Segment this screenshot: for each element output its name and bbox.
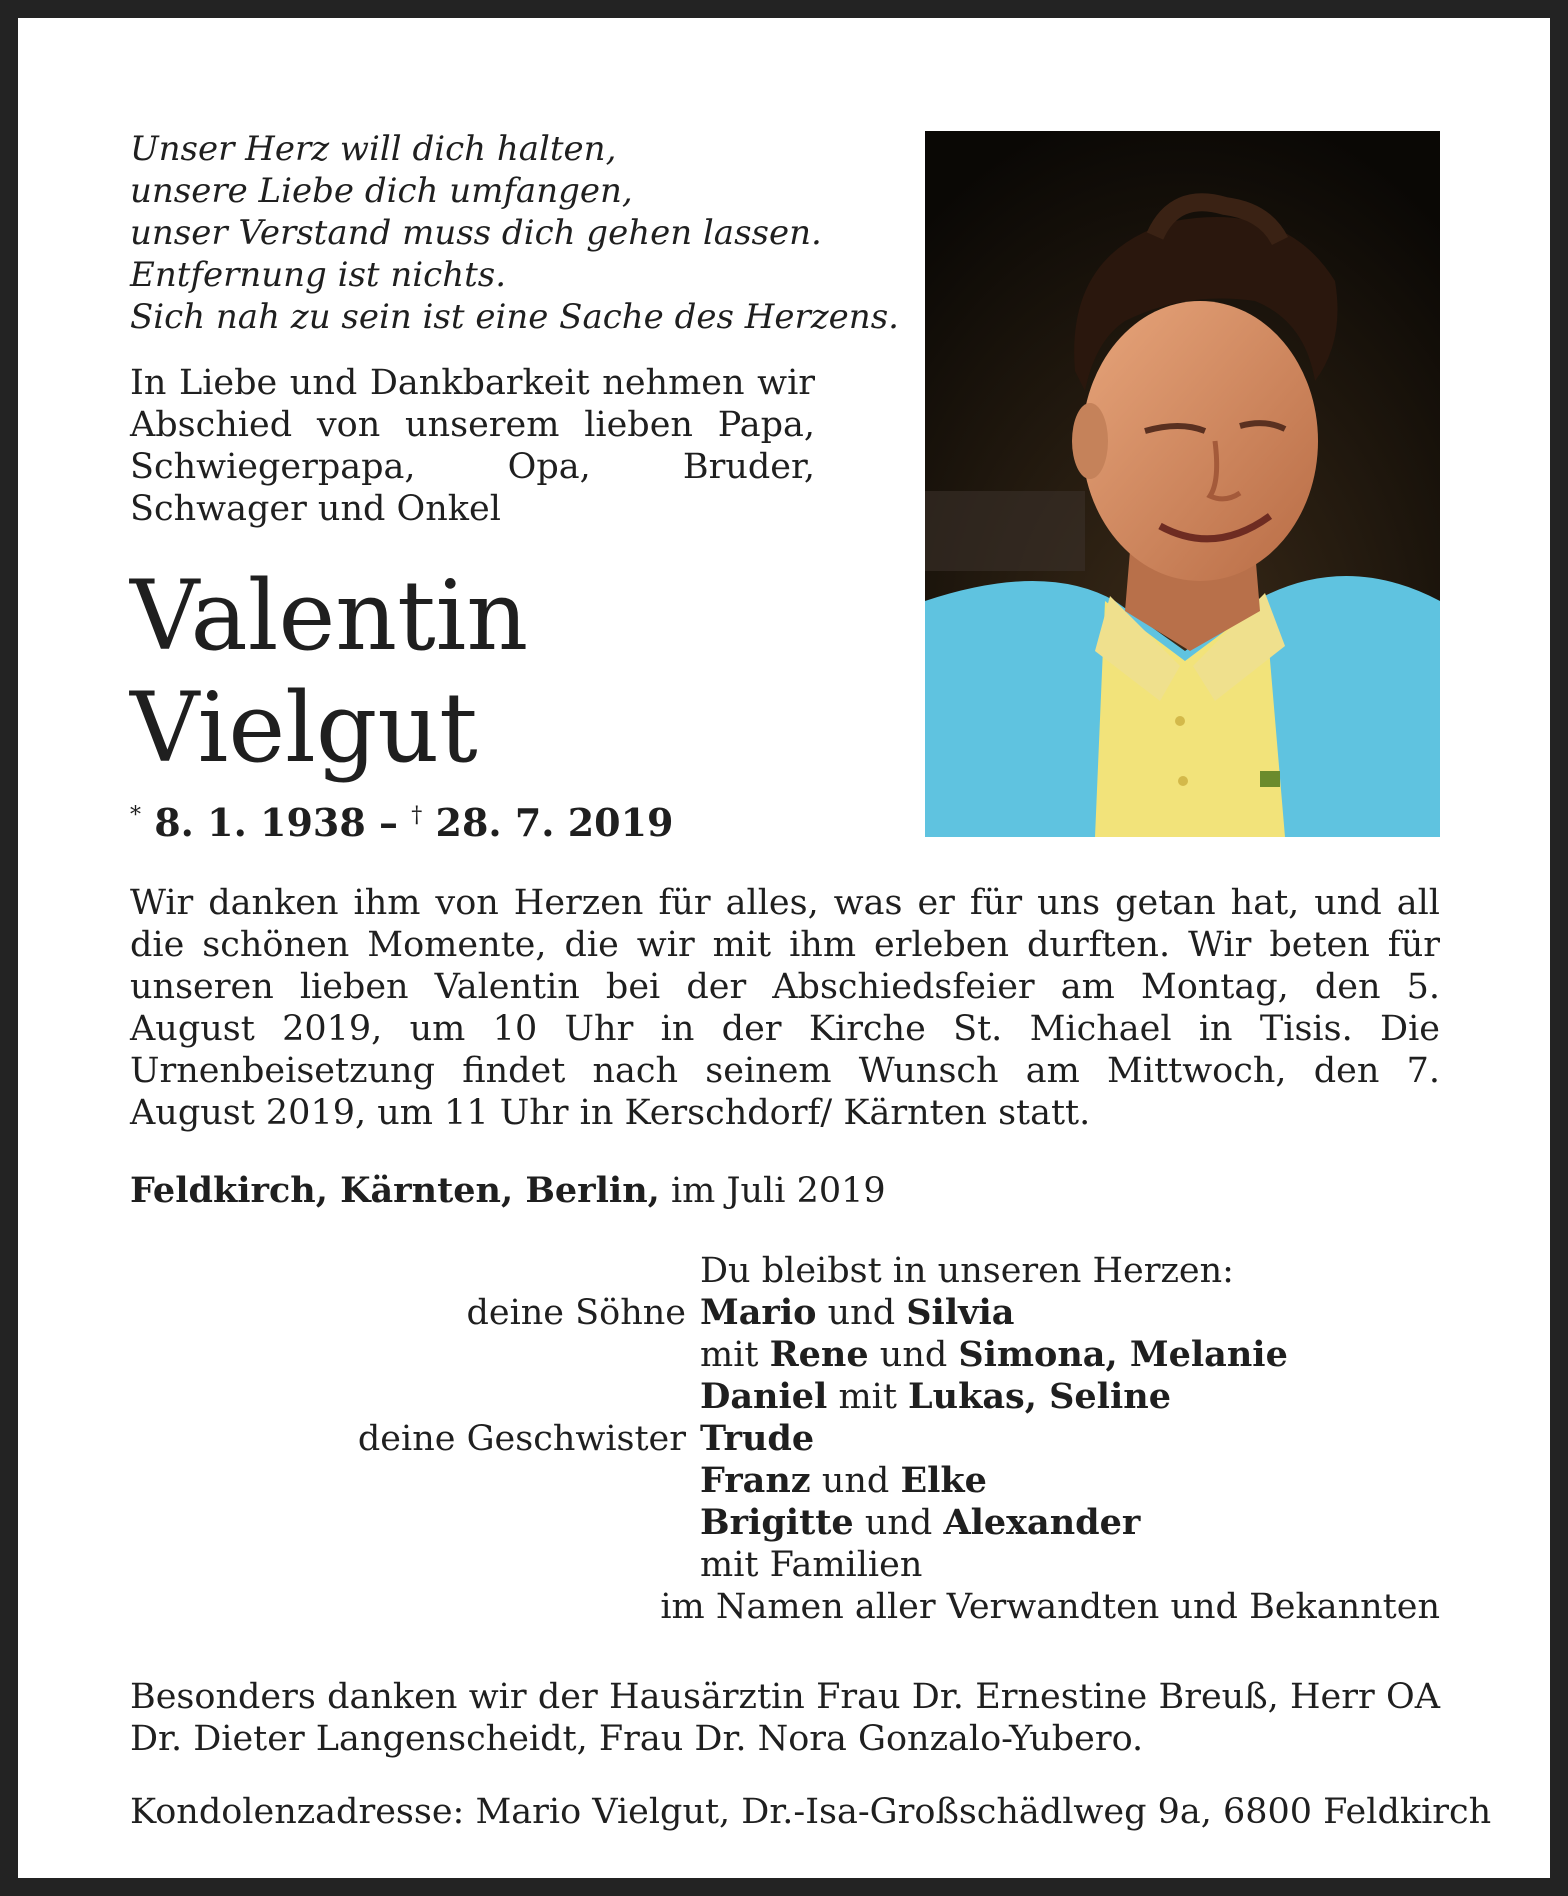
family-member-name: Brigitte	[700, 1502, 854, 1543]
connector-text: im Namen aller Verwandten und Bekannten	[660, 1587, 1440, 1627]
family-names	[700, 1292, 1014, 1334]
connector-text: mit	[827, 1377, 909, 1417]
relation-label	[130, 1376, 700, 1418]
announcement-text: Wir danken ihm von Herzen für alles, was er für uns getan hat, und all die schönen Momente, die wir mit ihm erleben durften. Wir beten für unseren lieben Valentin bei der Abschiedsfeier am Montag, den 5. August 2019, um 10 Uhr in der Kirche St. Michael in Tisis. Die Urnenbeisetzung findet nach seinem Wunsch am Mittwoch, den 7. August 2019, um 11 Uhr in Kerschdorf/ Kärnten statt.	[130, 883, 1440, 1133]
family-rows	[130, 1292, 1440, 1628]
relation-label	[130, 1544, 700, 1586]
family-names	[700, 1376, 1171, 1418]
relation-label	[130, 1502, 700, 1544]
family-row	[130, 1418, 1440, 1460]
family-heading-row	[130, 1250, 1440, 1292]
family-row	[130, 1460, 1440, 1502]
connector-text: mit Familien	[700, 1545, 923, 1585]
family-list	[130, 1250, 1440, 1628]
family-names	[700, 1460, 987, 1502]
poem	[130, 128, 899, 338]
family-names	[700, 1544, 922, 1586]
family-member-name: Simona, Melanie	[958, 1334, 1288, 1375]
connector-text: und	[853, 1503, 944, 1543]
birth-mark: *	[130, 803, 141, 828]
poem-line: Entfernung ist nichts.	[130, 255, 507, 295]
life-dates	[130, 800, 674, 845]
connector-text: und	[868, 1335, 959, 1375]
places: Feldkirch, Kärnten, Berlin,	[130, 1170, 660, 1211]
family-names	[660, 1586, 1440, 1628]
death-mark: †	[411, 803, 423, 828]
family-member-name: Lukas, Seline	[908, 1376, 1171, 1417]
family-member-name: Trude	[700, 1418, 815, 1459]
birth-date: 8. 1. 1938	[154, 800, 366, 845]
family-row	[130, 1376, 1440, 1418]
connector-text: und	[810, 1461, 901, 1501]
relation-label	[130, 1586, 660, 1628]
portrait-illustration	[925, 131, 1440, 837]
relation-label	[130, 1334, 700, 1376]
family-heading: Du bleibst in unseren Herzen:	[700, 1251, 1234, 1291]
poem-line: unser Verstand muss dich gehen lassen.	[130, 213, 822, 253]
family-member-name: Alexander	[943, 1502, 1141, 1543]
deceased-name	[130, 560, 528, 784]
portrait-photo	[925, 131, 1440, 837]
family-names	[700, 1334, 1288, 1376]
family-member-name: Daniel	[700, 1376, 828, 1417]
family-names	[700, 1418, 814, 1460]
poem-line: Unser Herz will dich halten,	[130, 129, 617, 169]
family-row	[130, 1544, 1440, 1586]
family-names	[700, 1502, 1140, 1544]
connector-text: mit	[700, 1335, 770, 1375]
family-member-name: Elke	[900, 1460, 987, 1501]
family-member-name: Rene	[769, 1334, 869, 1375]
intro-text: In Liebe und Dankbarkeit nehmen wir Abschied von unserem lieben Papa, Schwiegerpapa, Opa, Bruder, Schwager und Onkel	[130, 363, 815, 529]
relation-label: deine Söhne	[466, 1293, 686, 1333]
month-year: im Juli 2019	[659, 1171, 886, 1211]
thanks-text: Besonders danken wir der Hausärztin Frau Dr. Ernestine Breuß, Herr OA Dr. Dieter Langenscheidt, Frau Dr. Nora Gonzalo-Yubero.	[130, 1677, 1440, 1759]
family-member-name: Franz	[700, 1460, 811, 1501]
poem-line: unsere Liebe dich umfangen,	[130, 171, 633, 211]
condolence-address: Kondolenzadresse: Mario Vielgut, Dr.-Isa-Großschädlweg 9a, 6800 Feldkirch	[130, 1792, 1492, 1832]
first-name: Valentin	[130, 560, 529, 672]
family-row	[130, 1292, 1440, 1334]
family-member-name: Silvia	[906, 1292, 1015, 1333]
poem-line: Sich nah zu sein ist eine Sache des Herzens.	[130, 297, 899, 337]
date-separator: –	[365, 800, 412, 845]
place-date-line	[130, 1170, 886, 1211]
relation-label: deine Geschwister	[357, 1419, 686, 1459]
last-name: Vielgut	[130, 672, 478, 784]
family-member-name: Mario	[700, 1292, 817, 1333]
family-row	[130, 1586, 1440, 1628]
relation-label	[130, 1460, 700, 1502]
death-date: 28. 7. 2019	[435, 800, 674, 845]
family-row	[130, 1502, 1440, 1544]
family-row	[130, 1334, 1440, 1376]
connector-text: und	[816, 1293, 907, 1333]
